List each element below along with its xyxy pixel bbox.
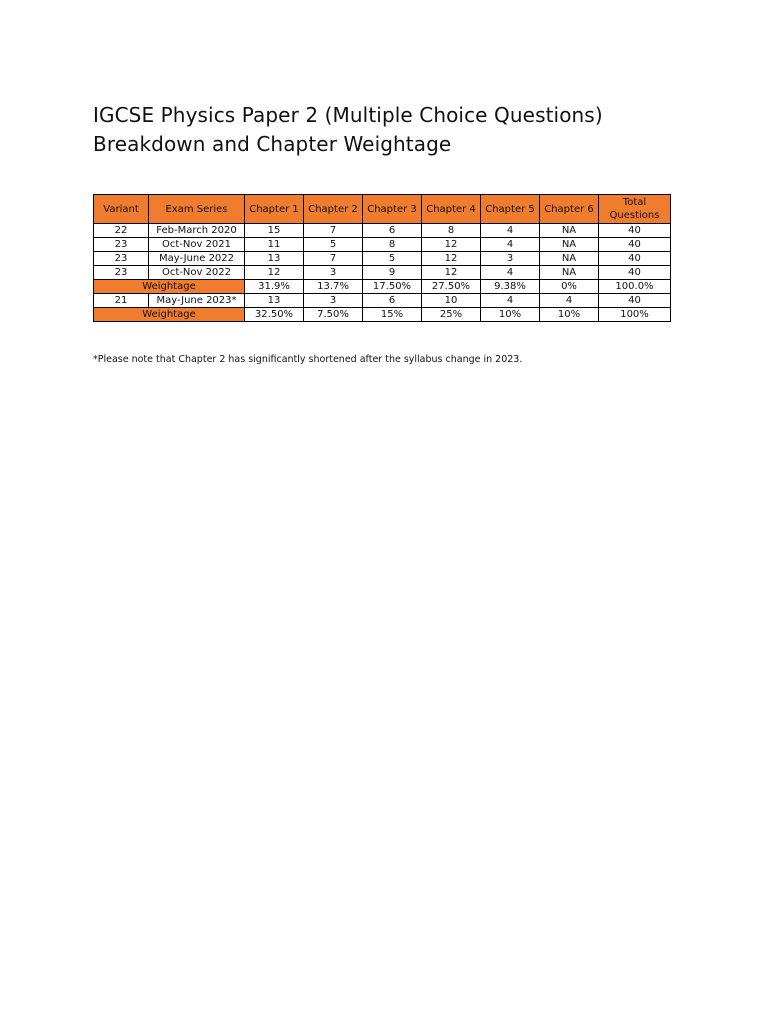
cell-exam-series: May-June 2023* xyxy=(149,294,245,308)
weightage-chapter-2: 7.50% xyxy=(304,308,363,322)
cell-variant: 22 xyxy=(94,224,149,238)
header-total-questions: Total Questions xyxy=(599,195,671,224)
cell-total: 40 xyxy=(599,294,671,308)
cell-chapter-1: 13 xyxy=(245,252,304,266)
title-line-1: IGCSE Physics Paper 2 (Multiple Choice Questions) xyxy=(93,103,603,127)
weightage-chapter-1: 31.9% xyxy=(245,280,304,294)
cell-total: 40 xyxy=(599,224,671,238)
cell-chapter-2: 3 xyxy=(304,294,363,308)
weightage-chapter-6: 10% xyxy=(540,308,599,322)
cell-total: 40 xyxy=(599,266,671,280)
cell-chapter-1: 13 xyxy=(245,294,304,308)
cell-chapter-2: 5 xyxy=(304,238,363,252)
cell-chapter-5: 3 xyxy=(481,252,540,266)
cell-chapter-3: 6 xyxy=(363,224,422,238)
cell-chapter-4: 12 xyxy=(422,252,481,266)
weightage-chapter-5: 9.38% xyxy=(481,280,540,294)
cell-chapter-6: NA xyxy=(540,238,599,252)
cell-chapter-4: 8 xyxy=(422,224,481,238)
cell-chapter-5: 4 xyxy=(481,294,540,308)
cell-chapter-3: 8 xyxy=(363,238,422,252)
cell-chapter-6: NA xyxy=(540,266,599,280)
cell-chapter-3: 6 xyxy=(363,294,422,308)
weightage-chapter-3: 17.50% xyxy=(363,280,422,294)
table-row xyxy=(94,224,671,238)
weightage-label: Weightage xyxy=(94,280,245,294)
weightage-chapter-2: 13.7% xyxy=(304,280,363,294)
weightage-chapter-3: 15% xyxy=(363,308,422,322)
cell-total: 40 xyxy=(599,238,671,252)
cell-chapter-6: NA xyxy=(540,252,599,266)
cell-variant: 23 xyxy=(94,252,149,266)
page-title xyxy=(93,101,603,159)
table-row xyxy=(94,252,671,266)
cell-chapter-2: 7 xyxy=(304,224,363,238)
weightage-row xyxy=(94,308,671,322)
cell-chapter-4: 12 xyxy=(422,266,481,280)
table-row xyxy=(94,294,671,308)
cell-exam-series: May-June 2022 xyxy=(149,252,245,266)
chapter-breakdown-table xyxy=(93,194,671,322)
weightage-row xyxy=(94,280,671,294)
cell-exam-series: Feb-March 2020 xyxy=(149,224,245,238)
cell-total: 40 xyxy=(599,252,671,266)
cell-exam-series: Oct-Nov 2022 xyxy=(149,266,245,280)
header-chapter-4: Chapter 4 xyxy=(422,195,481,224)
cell-variant: 23 xyxy=(94,238,149,252)
cell-chapter-2: 7 xyxy=(304,252,363,266)
cell-variant: 21 xyxy=(94,294,149,308)
header-chapter-3: Chapter 3 xyxy=(363,195,422,224)
weightage-chapter-4: 27.50% xyxy=(422,280,481,294)
cell-chapter-5: 4 xyxy=(481,224,540,238)
cell-chapter-6: 4 xyxy=(540,294,599,308)
header-chapter-6: Chapter 6 xyxy=(540,195,599,224)
cell-chapter-4: 12 xyxy=(422,238,481,252)
weightage-chapter-1: 32.50% xyxy=(245,308,304,322)
weightage-chapter-4: 25% xyxy=(422,308,481,322)
cell-chapter-6: NA xyxy=(540,224,599,238)
table-header-row xyxy=(94,195,671,224)
cell-chapter-3: 5 xyxy=(363,252,422,266)
header-chapter-5: Chapter 5 xyxy=(481,195,540,224)
title-line-2: Breakdown and Chapter Weightage xyxy=(93,132,452,156)
header-variant: Variant xyxy=(94,195,149,224)
header-chapter-1: Chapter 1 xyxy=(245,195,304,224)
weightage-total: 100.0% xyxy=(599,280,671,294)
weightage-label: Weightage xyxy=(94,308,245,322)
syllabus-note: *Please note that Chapter 2 has significantly shortened after the syllabus change in 2023. xyxy=(93,354,523,365)
weightage-total: 100% xyxy=(599,308,671,322)
header-exam-series: Exam Series xyxy=(149,195,245,224)
cell-chapter-1: 12 xyxy=(245,266,304,280)
cell-chapter-3: 9 xyxy=(363,266,422,280)
weightage-chapter-6: 0% xyxy=(540,280,599,294)
cell-chapter-1: 15 xyxy=(245,224,304,238)
cell-exam-series: Oct-Nov 2021 xyxy=(149,238,245,252)
cell-variant: 23 xyxy=(94,266,149,280)
cell-chapter-5: 4 xyxy=(481,238,540,252)
table-row xyxy=(94,266,671,280)
table-row xyxy=(94,238,671,252)
cell-chapter-1: 11 xyxy=(245,238,304,252)
header-chapter-2: Chapter 2 xyxy=(304,195,363,224)
cell-chapter-5: 4 xyxy=(481,266,540,280)
cell-chapter-4: 10 xyxy=(422,294,481,308)
cell-chapter-2: 3 xyxy=(304,266,363,280)
weightage-chapter-5: 10% xyxy=(481,308,540,322)
